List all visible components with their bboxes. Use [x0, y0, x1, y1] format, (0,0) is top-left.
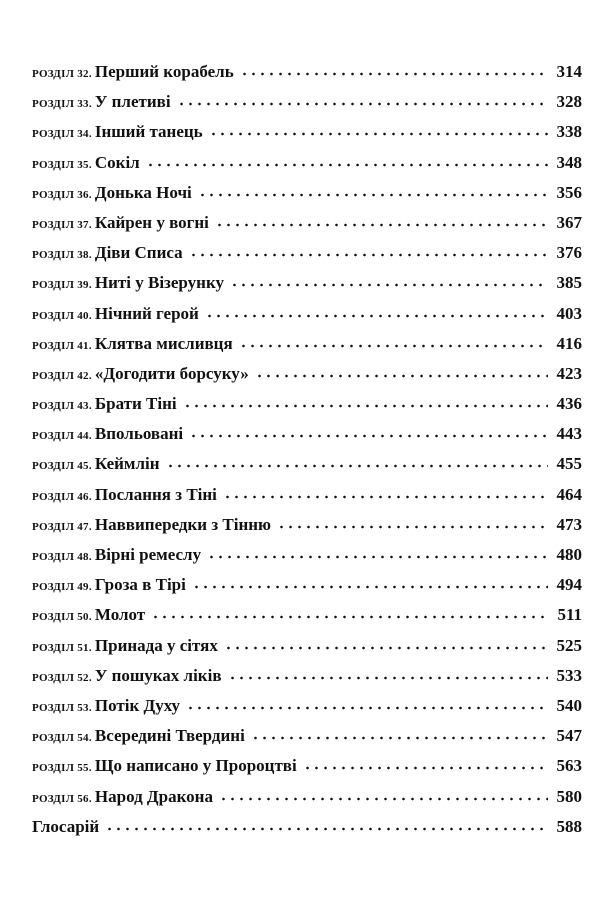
page-number: 443: [556, 424, 582, 444]
chapter-title: Потік Духу: [94, 695, 181, 715]
chapter-prefix: РОЗДІЛ 51.: [32, 641, 92, 654]
chapter-title: Послання з Тіні: [94, 484, 217, 504]
toc-entry: [32, 631, 582, 661]
toc-entry: [32, 782, 582, 812]
chapter-prefix: РОЗДІЛ 47.: [32, 520, 92, 533]
dot-leader: [303, 754, 548, 771]
dot-leader: [189, 422, 548, 439]
page-number: 563: [556, 756, 582, 776]
chapter-prefix: РОЗДІЛ 33.: [32, 98, 92, 111]
chapter-title: Донька Ночі: [94, 182, 192, 202]
page-number: 328: [556, 92, 582, 112]
dot-leader: [177, 90, 548, 107]
page-number: 338: [556, 122, 582, 142]
dot-leader: [219, 785, 548, 802]
chapter-title: Гроза в Тірі: [94, 575, 186, 595]
dot-leader: [240, 60, 548, 77]
chapter-prefix: РОЗДІЛ 56.: [32, 792, 92, 805]
dot-leader: [105, 815, 548, 832]
chapter-title: У пошуках ліків: [94, 665, 222, 685]
page-number: 547: [556, 726, 582, 746]
toc-entry: [32, 389, 582, 419]
chapter-prefix: РОЗДІЛ 53.: [32, 701, 92, 714]
toc-entry: [32, 148, 582, 178]
page-number: 436: [556, 394, 582, 414]
toc-entry: [32, 57, 582, 87]
chapter-title: Принада у сітях: [94, 635, 218, 655]
page-number: 376: [556, 243, 582, 263]
toc-entry: [32, 510, 582, 540]
toc-entry: [32, 238, 582, 268]
toc-entry: [32, 600, 582, 630]
dot-leader: [239, 332, 548, 349]
chapter-title: Вірні ремеслу: [94, 545, 202, 564]
chapter-prefix: РОЗДІЛ 46.: [32, 490, 92, 503]
chapter-title: Народ Дракона: [94, 786, 213, 806]
chapter-title: Брати Тіні: [94, 394, 177, 414]
dot-leader: [198, 181, 548, 198]
toc-entry: [32, 329, 582, 359]
chapter-prefix: РОЗДІЛ 49.: [32, 581, 92, 594]
dot-leader: [146, 151, 548, 168]
toc-entry: [32, 419, 582, 449]
chapter-prefix: РОЗДІЛ 44.: [32, 430, 92, 443]
toc-entry: [32, 570, 582, 600]
chapter-title: Всередині Твердині: [94, 726, 245, 746]
chapter-title: Інший танець: [94, 122, 203, 142]
page-number: 473: [556, 514, 582, 534]
dot-leader: [209, 120, 548, 137]
chapter-title: Діви Списа: [94, 243, 183, 263]
page-number: 455: [556, 454, 582, 474]
chapter-prefix: РОЗДІЛ 39.: [32, 279, 92, 292]
toc-entry: [32, 299, 582, 329]
toc-entry: [32, 87, 582, 117]
toc-entry: [32, 661, 582, 691]
chapter-prefix: РОЗДІЛ 40.: [32, 309, 92, 322]
dot-leader: [189, 241, 548, 258]
chapter-prefix: РОЗДІЛ 37.: [32, 218, 92, 231]
dot-leader: [251, 724, 548, 741]
dot-leader: [192, 573, 548, 590]
chapter-prefix: РОЗДІЛ 35.: [32, 158, 92, 171]
page-number: 385: [556, 273, 582, 293]
page-number: 367: [556, 212, 582, 232]
toc-entry: [32, 449, 582, 479]
page-number: 416: [556, 333, 582, 353]
toc-entry: [32, 540, 582, 570]
chapter-prefix: РОЗДІЛ 42.: [32, 369, 92, 382]
dot-leader: [186, 694, 548, 711]
dot-leader: [224, 634, 548, 651]
page-number: 525: [556, 635, 582, 655]
dot-leader: [151, 603, 548, 620]
page-number: 540: [556, 695, 582, 715]
chapter-prefix: РОЗДІЛ 50.: [32, 611, 92, 624]
dot-leader: [215, 211, 548, 228]
dot-leader: [230, 271, 548, 288]
chapter-prefix: РОЗДІЛ 55.: [32, 762, 92, 775]
page-number: 480: [556, 545, 582, 564]
dot-leader: [228, 664, 548, 681]
toc-entry: [32, 721, 582, 751]
page-number: 533: [556, 665, 582, 685]
chapter-prefix: РОЗДІЛ 48.: [32, 551, 92, 563]
chapter-title: Молот: [94, 605, 146, 625]
toc-entry: [32, 751, 582, 781]
dot-leader: [207, 543, 548, 560]
toc-entry: [32, 812, 582, 842]
chapter-prefix: РОЗДІЛ 45.: [32, 460, 92, 473]
dot-leader: [205, 302, 548, 319]
page-number: 511: [557, 605, 582, 625]
chapter-title: Наввипередки з Тінню: [94, 514, 272, 534]
page-number: 580: [556, 786, 582, 806]
chapter-title: Клятва мисливця: [94, 333, 233, 353]
page-number: 494: [556, 575, 582, 595]
chapter-title: «Догодити борсуку»: [94, 363, 249, 383]
toc-entry: [32, 268, 582, 298]
chapter-title: Впольовані: [94, 424, 184, 444]
chapter-title: Ниті у Візерунку: [94, 273, 225, 293]
page-number: 314: [556, 62, 582, 81]
toc-entry: [32, 208, 582, 238]
page-number: 356: [556, 182, 582, 202]
page-number: 348: [556, 152, 582, 172]
chapter-title: Перший корабель: [94, 62, 234, 81]
chapter-title: Кеймлін: [94, 454, 160, 474]
toc-entry: [32, 359, 582, 389]
chapter-title: У плетиві: [94, 92, 171, 112]
dot-leader: [166, 452, 548, 469]
dot-leader: [183, 392, 548, 409]
page-number: 464: [556, 484, 582, 504]
dot-leader: [277, 513, 548, 530]
chapter-title: Сокіл: [94, 152, 140, 172]
chapter-prefix: РОЗДІЛ 38.: [32, 249, 92, 262]
chapter-prefix: РОЗДІЛ 41.: [32, 339, 92, 352]
toc-entry: [32, 178, 582, 208]
chapter-title: Глосарій: [32, 816, 100, 836]
chapter-prefix: РОЗДІЛ 34.: [32, 128, 92, 141]
chapter-prefix: РОЗДІЛ 54.: [32, 732, 92, 745]
dot-leader: [223, 483, 548, 500]
chapter-prefix: РОЗДІЛ 36.: [32, 188, 92, 201]
chapter-prefix: РОЗДІЛ 43.: [32, 400, 92, 413]
toc-entry: [32, 691, 582, 721]
chapter-prefix: РОЗДІЛ 52.: [32, 671, 92, 684]
dot-leader: [255, 362, 548, 379]
page-number: 403: [556, 303, 582, 323]
chapter-title: Що написано у Пророцтві: [94, 756, 297, 776]
chapter-prefix: РОЗДІЛ 32.: [32, 68, 92, 80]
chapter-title: Кайрен у вогні: [94, 212, 209, 232]
chapter-title: Нічний герой: [94, 303, 199, 323]
page-number: 423: [556, 363, 582, 383]
toc-entry: [32, 480, 582, 510]
table-of-contents: [32, 57, 582, 842]
page-number: 588: [556, 816, 582, 836]
toc-entry: [32, 117, 582, 147]
